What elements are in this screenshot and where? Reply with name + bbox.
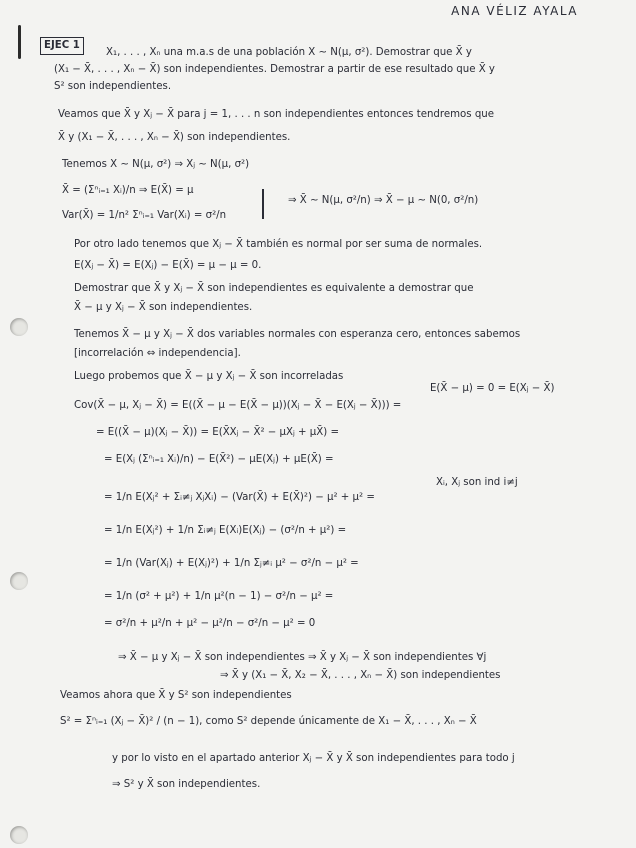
note-line: ⇒ X̄ y (X₁ − X̄, X₂ − X̄, . . . , Xₙ − X̄) son independientes	[220, 670, 501, 681]
note-line: Xᵢ, Xⱼ son ind i≠j	[436, 477, 518, 488]
note-line: Demostrar que X̄ y Xⱼ − X̄ son independientes es equivalente a demostrar que	[74, 283, 474, 294]
note-line: Cov(X̄ − μ, Xⱼ − X̄) = E((X̄ − μ − E(X̄ − μ))(Xⱼ − X̄ − E(Xⱼ − X̄))) =	[74, 400, 402, 411]
note-line: S² son independientes.	[54, 81, 172, 92]
note-line: X̄ y (X₁ − X̄, . . . , Xₙ − X̄) son independientes.	[58, 132, 291, 143]
note-line: Veamos ahora que X̄ y S² son independientes	[60, 690, 292, 701]
note-line: E(X̄ − μ) = 0 = E(Xⱼ − X̄)	[430, 383, 555, 394]
note-line: S² = Σⁿᵢ₌₁ (Xⱼ − X̄)² / (n − 1), como S² depende únicamente de X₁ − X̄, . . . , Xₙ − X̄	[60, 716, 477, 727]
note-line: ⇒ X̄ ∼ N(μ, σ²/n) ⇒ X̄ − μ ∼ N(0, σ²/n)	[288, 195, 479, 206]
punch-hole	[10, 826, 28, 844]
note-line: ⇒ S² y X̄ son independientes.	[112, 779, 261, 790]
margin-mark	[18, 25, 21, 59]
note-line: = E(Xⱼ (Σⁿᵢ₌₁ Xᵢ)/n) − E(X̄²) − μE(Xⱼ) + μE(X̄) =	[104, 454, 334, 465]
note-line: X̄ − μ y Xⱼ − X̄ son independientes.	[74, 302, 253, 313]
note-line: = 1/n (Var(Xⱼ) + E(Xⱼ)²) + 1/n Σⱼ≠ᵢ μ² − σ²/n − μ² =	[104, 558, 359, 569]
note-line: X̄ = (Σⁿᵢ₌₁ Xᵢ)/n ⇒ E(X̄) = μ	[62, 185, 194, 196]
note-line: (X₁ − X̄, . . . , Xₙ − X̄) son independientes. Demostrar a partir de ese resultado que X̄ y	[54, 64, 495, 75]
exercise-label: EJEC 1	[40, 37, 84, 55]
note-line: Por otro lado tenemos que Xⱼ − X̄ también es normal por ser suma de normales.	[74, 239, 483, 250]
note-line: Var(X̄) = 1/n² Σⁿᵢ₌₁ Var(Xᵢ) = σ²/n	[62, 210, 227, 221]
note-line: Tenemos X ∼ N(μ, σ²) ⇒ Xⱼ ∼ N(μ, σ²)	[62, 159, 250, 170]
note-line: Luego probemos que X̄ − μ y Xⱼ − X̄ son incorreladas	[74, 371, 344, 382]
note-line: Tenemos X̄ − μ y Xⱼ − X̄ dos variables normales con esperanza cero, entonces sabemos	[74, 329, 521, 340]
note-line: X₁, . . . , Xₙ una m.a.s de una población X ∼ N(μ, σ²). Demostrar que X̄ y	[106, 47, 472, 58]
punch-hole	[10, 318, 28, 336]
note-line: E(Xⱼ − X̄) = E(Xⱼ) − E(X̄) = μ − μ = 0.	[74, 260, 262, 271]
author-name: ANA VÉLIZ AYALA	[451, 4, 578, 18]
vertical-divider	[262, 189, 264, 219]
note-line: = 1/n E(Xⱼ²) + 1/n Σᵢ≠ⱼ E(Xᵢ)E(Xⱼ) − (σ²/n + μ²) =	[104, 525, 347, 536]
note-line: = 1/n E(Xⱼ² + Σᵢ≠ⱼ XⱼXᵢ) − (Var(X̄) + E(X̄)²) − μ² + μ² =	[104, 492, 375, 503]
note-line: = σ²/n + μ²/n + μ² − μ²/n − σ²/n − μ² = 0	[104, 618, 316, 629]
note-line: = E((X̄ − μ)(Xⱼ − X̄)) = E(X̄Xⱼ − X̄² − μXⱼ + μX̄) =	[96, 427, 339, 438]
note-line: [incorrelación ⇔ independencia].	[74, 348, 241, 359]
note-line: Veamos que X̄ y Xⱼ − X̄ para j = 1, . . . n son independientes entonces tendremos que	[58, 109, 495, 120]
punch-hole	[10, 572, 28, 590]
note-line: y por lo visto en el apartado anterior Xⱼ − X̄ y X̄ son independientes para todo j	[112, 753, 515, 764]
note-line: = 1/n (σ² + μ²) + 1/n μ²(n − 1) − σ²/n − μ² =	[104, 591, 334, 602]
note-line: ⇒ X̄ − μ y Xⱼ − X̄ son independientes ⇒ X̄ y Xⱼ − X̄ son independientes ∀j	[118, 652, 487, 663]
